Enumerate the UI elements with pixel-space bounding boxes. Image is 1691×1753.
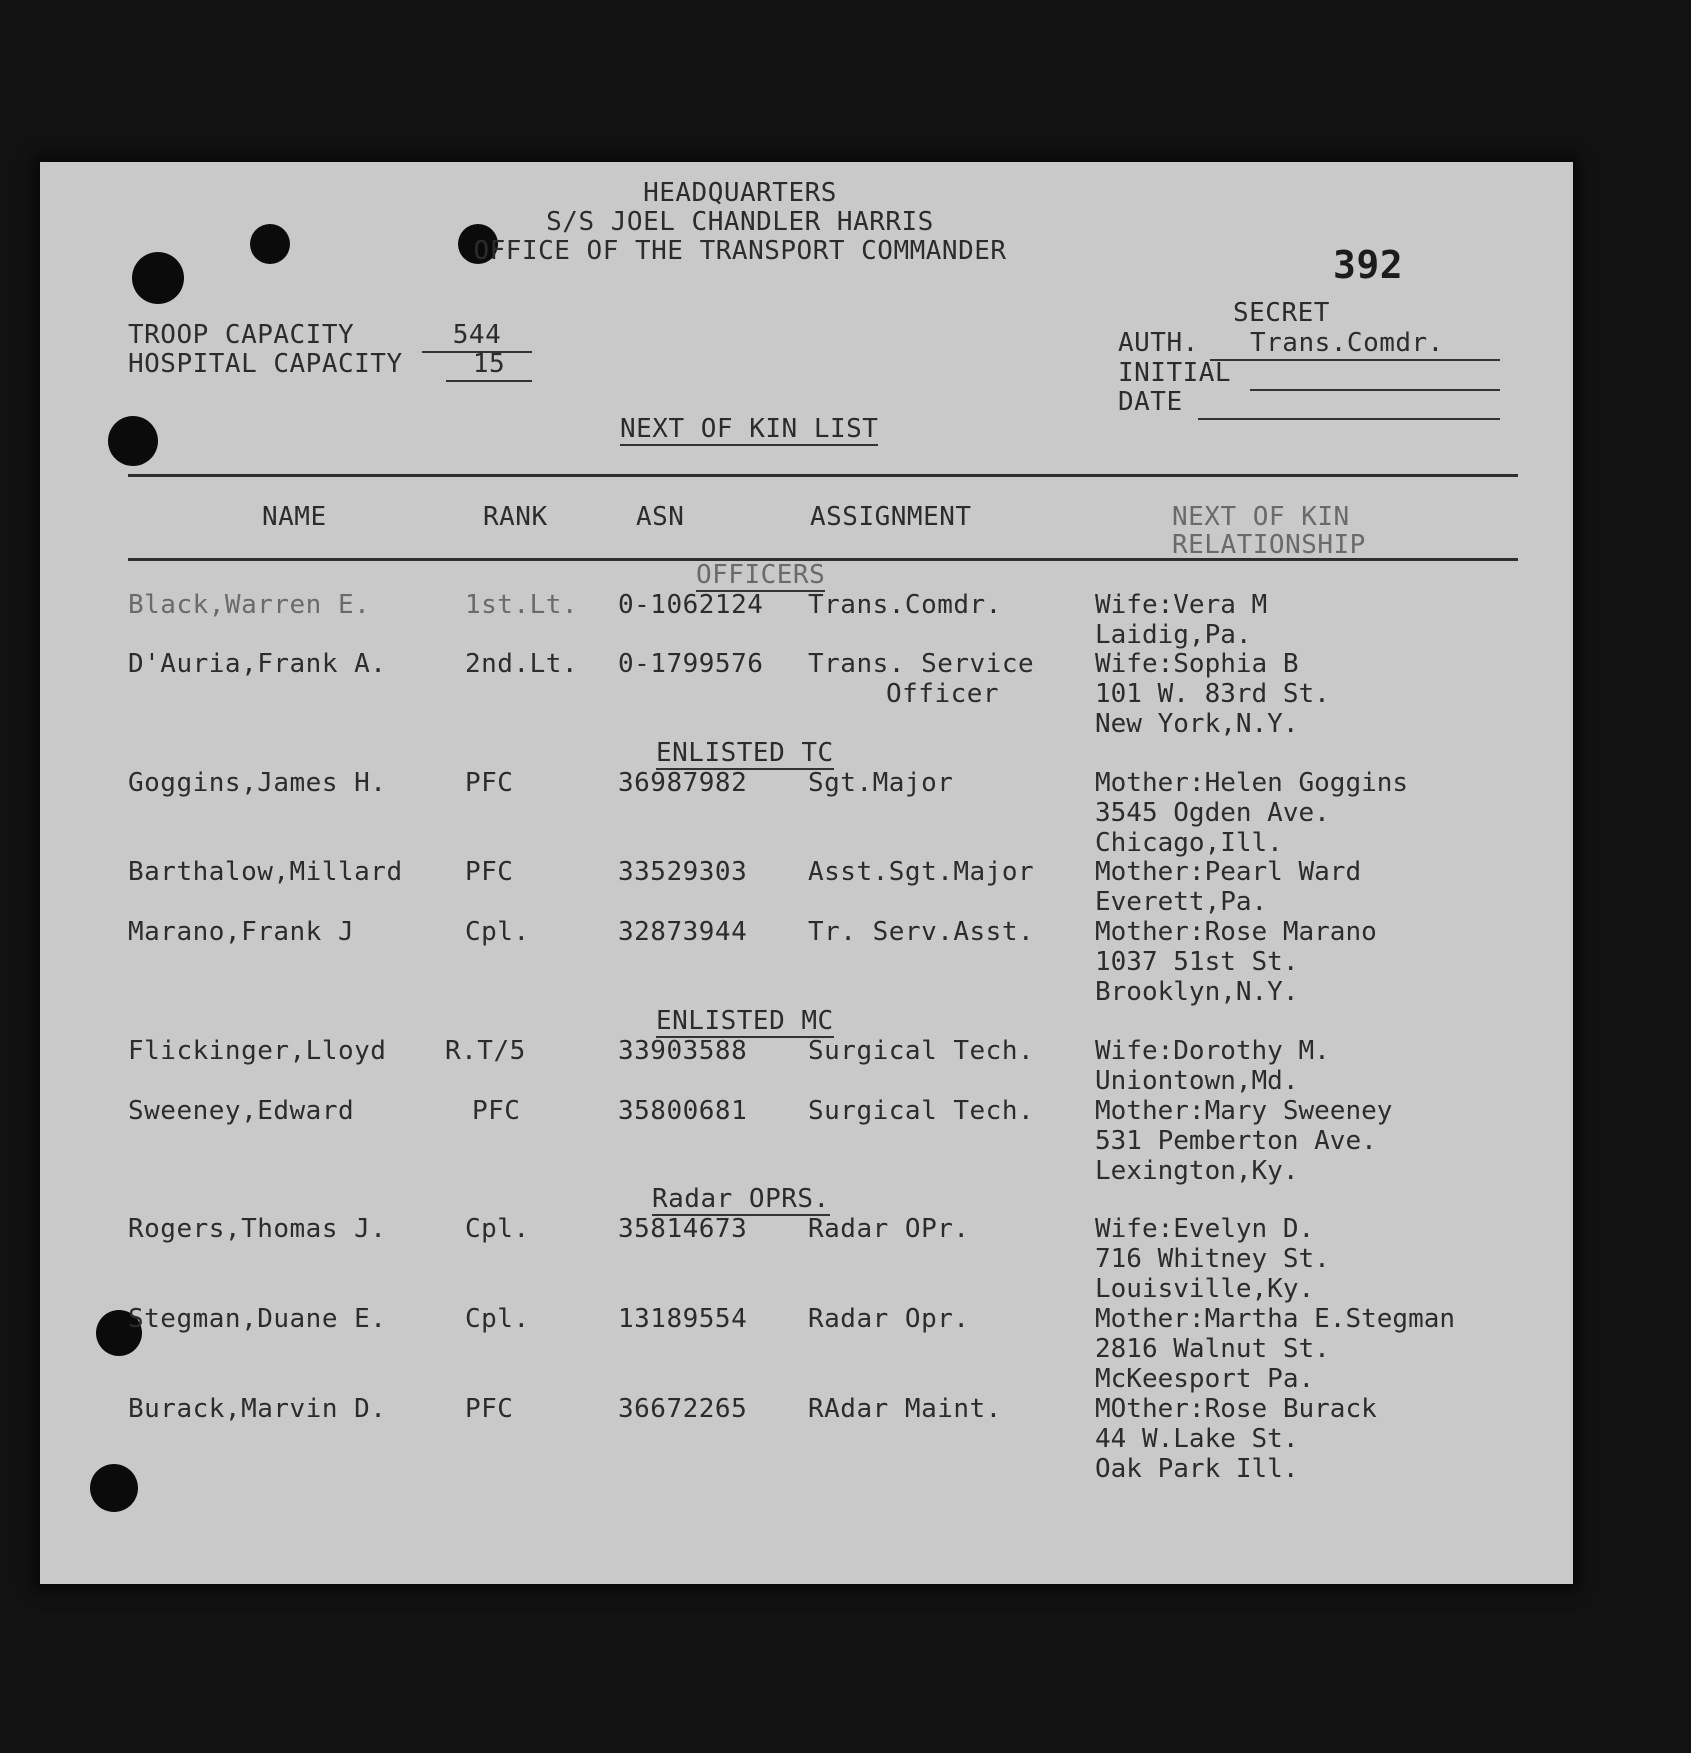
row-assignment: Tr. Serv.Asst.: [808, 917, 1035, 947]
row-kin: [1095, 768, 1535, 858]
date-label: DATE: [1118, 387, 1183, 417]
auth-value: Trans.Comdr.: [1250, 328, 1444, 358]
row-kin: [1095, 917, 1535, 1007]
kin-line: 3545 Ogden Ave.: [1095, 798, 1330, 828]
header-line-3: OFFICE OF THE TRANSPORT COMMANDER: [473, 236, 1007, 266]
punch-hole: [132, 252, 184, 304]
column-header-relationship: RELATIONSHIP: [1172, 530, 1366, 560]
auth-label: AUTH.: [1118, 328, 1199, 358]
row-rank: PFC: [465, 768, 514, 798]
row-rank: PFC: [472, 1096, 521, 1126]
row-assignment: Radar OPr.: [808, 1214, 970, 1244]
row-assignment: Sgt.Major: [808, 768, 954, 798]
row-name: D'Auria,Frank A.: [128, 649, 387, 679]
column-header-asn: ASN: [636, 502, 685, 532]
column-header-rank: RANK: [483, 502, 548, 532]
kin-line: Mother:Rose Marano: [1095, 917, 1377, 947]
row-asn: 32873944: [618, 917, 748, 947]
row-asn: 35814673: [618, 1214, 748, 1244]
section-title-enlisted-mc: ENLISTED MC: [656, 1006, 834, 1036]
kin-line: Mother:Helen Goggins: [1095, 768, 1409, 798]
kin-line: Mother:Martha E.Stegman: [1095, 1304, 1456, 1334]
row-kin: [1095, 857, 1535, 917]
row-assignment: Asst.Sgt.Major: [808, 857, 1035, 887]
row-kin: [1095, 1096, 1535, 1186]
kin-line: 2816 Walnut St.: [1095, 1334, 1330, 1364]
row-name: Stegman,Duane E.: [128, 1304, 387, 1334]
row-rank: Cpl.: [465, 1304, 530, 1334]
row-kin: [1095, 590, 1535, 650]
row-name: Goggins,James H.: [128, 768, 387, 798]
column-header-assignment: ASSIGNMENT: [810, 502, 972, 532]
row-assignment: Trans.Comdr.: [808, 590, 1002, 620]
column-header-name: NAME: [262, 502, 327, 532]
document-sheet: [40, 162, 1573, 1584]
punch-hole: [108, 416, 158, 466]
row-asn: 35800681: [618, 1096, 748, 1126]
kin-line: Laidig,Pa.: [1095, 620, 1252, 650]
hospital-capacity-underline: [446, 380, 532, 382]
secret-label: SECRET: [1233, 298, 1330, 328]
kin-line: Brooklyn,N.Y.: [1095, 977, 1299, 1007]
kin-line: Mother:Mary Sweeney: [1095, 1096, 1393, 1126]
troop-capacity-value: 544: [452, 320, 502, 350]
kin-line: 716 Whitney St.: [1095, 1244, 1330, 1274]
kin-line: 101 W. 83rd St.: [1095, 679, 1330, 709]
kin-line: Wife:Sophia B: [1095, 649, 1299, 679]
kin-line: Oak Park Ill.: [1095, 1454, 1299, 1484]
auth-underline: [1210, 359, 1500, 361]
kin-line: Wife:Evelyn D.: [1095, 1214, 1315, 1244]
initial-label: INITIAL: [1118, 358, 1232, 388]
row-asn: 33529303: [618, 857, 748, 887]
kin-line: Everett,Pa.: [1095, 887, 1268, 917]
row-assignment: Surgical Tech.: [808, 1096, 1035, 1126]
section-title-officers: OFFICERS: [696, 560, 826, 590]
row-name: Black,Warren E.: [128, 590, 371, 620]
kin-line: Lexington,Ky.: [1095, 1156, 1299, 1186]
row-assignment: Trans. Service: [808, 649, 1035, 679]
row-rank: PFC: [465, 1394, 514, 1424]
kin-line: Louisville,Ky.: [1095, 1274, 1315, 1304]
punch-hole: [90, 1464, 138, 1512]
row-name: Sweeney,Edward: [128, 1096, 355, 1126]
section-title-radar: Radar OPRS.: [652, 1184, 830, 1214]
row-name: Burack,Marvin D.: [128, 1394, 387, 1424]
kin-line: 1037 51st St.: [1095, 947, 1299, 977]
row-rank: Cpl.: [465, 917, 530, 947]
row-asn: 0-1062124: [618, 590, 764, 620]
row-asn: 33903588: [618, 1036, 748, 1066]
kin-line: 531 Pemberton Ave.: [1095, 1126, 1377, 1156]
header-line-2: S/S JOEL CHANDLER HARRIS: [546, 207, 934, 237]
row-assignment: Radar Opr.: [808, 1304, 970, 1334]
kin-line: Wife:Dorothy M.: [1095, 1036, 1330, 1066]
row-kin: [1095, 1394, 1535, 1484]
row-asn: 13189554: [618, 1304, 748, 1334]
header-line-1: HEADQUARTERS: [643, 178, 837, 208]
kin-line: New York,N.Y.: [1095, 709, 1299, 739]
list-title: NEXT OF KIN LIST: [620, 414, 879, 444]
troop-capacity-label: TROOP CAPACITY: [128, 320, 355, 350]
row-name: Barthalow,Millard: [128, 857, 403, 887]
hospital-capacity-label: HOSPITAL CAPACITY: [128, 349, 403, 379]
row-assignment: RAdar Maint.: [808, 1394, 1002, 1424]
row-kin: [1095, 1214, 1535, 1304]
row-asn: 36672265: [618, 1394, 748, 1424]
row-rank: R.T/5: [445, 1036, 526, 1066]
row-name: Rogers,Thomas J.: [128, 1214, 387, 1244]
table-top-rule: [128, 474, 1518, 477]
row-rank: Cpl.: [465, 1214, 530, 1244]
kin-line: 44 W.Lake St.: [1095, 1424, 1299, 1454]
kin-line: Mother:Pearl Ward: [1095, 857, 1362, 887]
row-kin: [1095, 1036, 1535, 1096]
row-asn: 36987982: [618, 768, 748, 798]
row-name: Flickinger,Lloyd: [128, 1036, 387, 1066]
initial-underline: [1250, 389, 1500, 391]
row-assignment-cont: Officer: [886, 679, 1000, 709]
row-asn: 0-1799576: [618, 649, 764, 679]
punch-hole: [250, 224, 290, 264]
hospital-capacity-value: 15: [472, 349, 506, 379]
row-assignment: Surgical Tech.: [808, 1036, 1035, 1066]
kin-line: Chicago,Ill.: [1095, 828, 1283, 858]
row-name: Marano,Frank J: [128, 917, 355, 947]
kin-line: MOther:Rose Burack: [1095, 1394, 1377, 1424]
date-underline: [1198, 418, 1500, 420]
kin-line: McKeesport Pa.: [1095, 1364, 1315, 1394]
column-header-kin: NEXT OF KIN: [1172, 502, 1350, 532]
section-title-enlisted-tc: ENLISTED TC: [656, 738, 834, 768]
row-rank: PFC: [465, 857, 514, 887]
kin-line: Wife:Vera M: [1095, 590, 1268, 620]
row-rank: 2nd.Lt.: [465, 649, 579, 679]
row-kin: [1095, 649, 1535, 739]
row-rank: 1st.Lt.: [465, 590, 579, 620]
kin-line: Uniontown,Md.: [1095, 1066, 1299, 1096]
row-kin: [1095, 1304, 1535, 1394]
page-number: 392: [1333, 243, 1404, 287]
